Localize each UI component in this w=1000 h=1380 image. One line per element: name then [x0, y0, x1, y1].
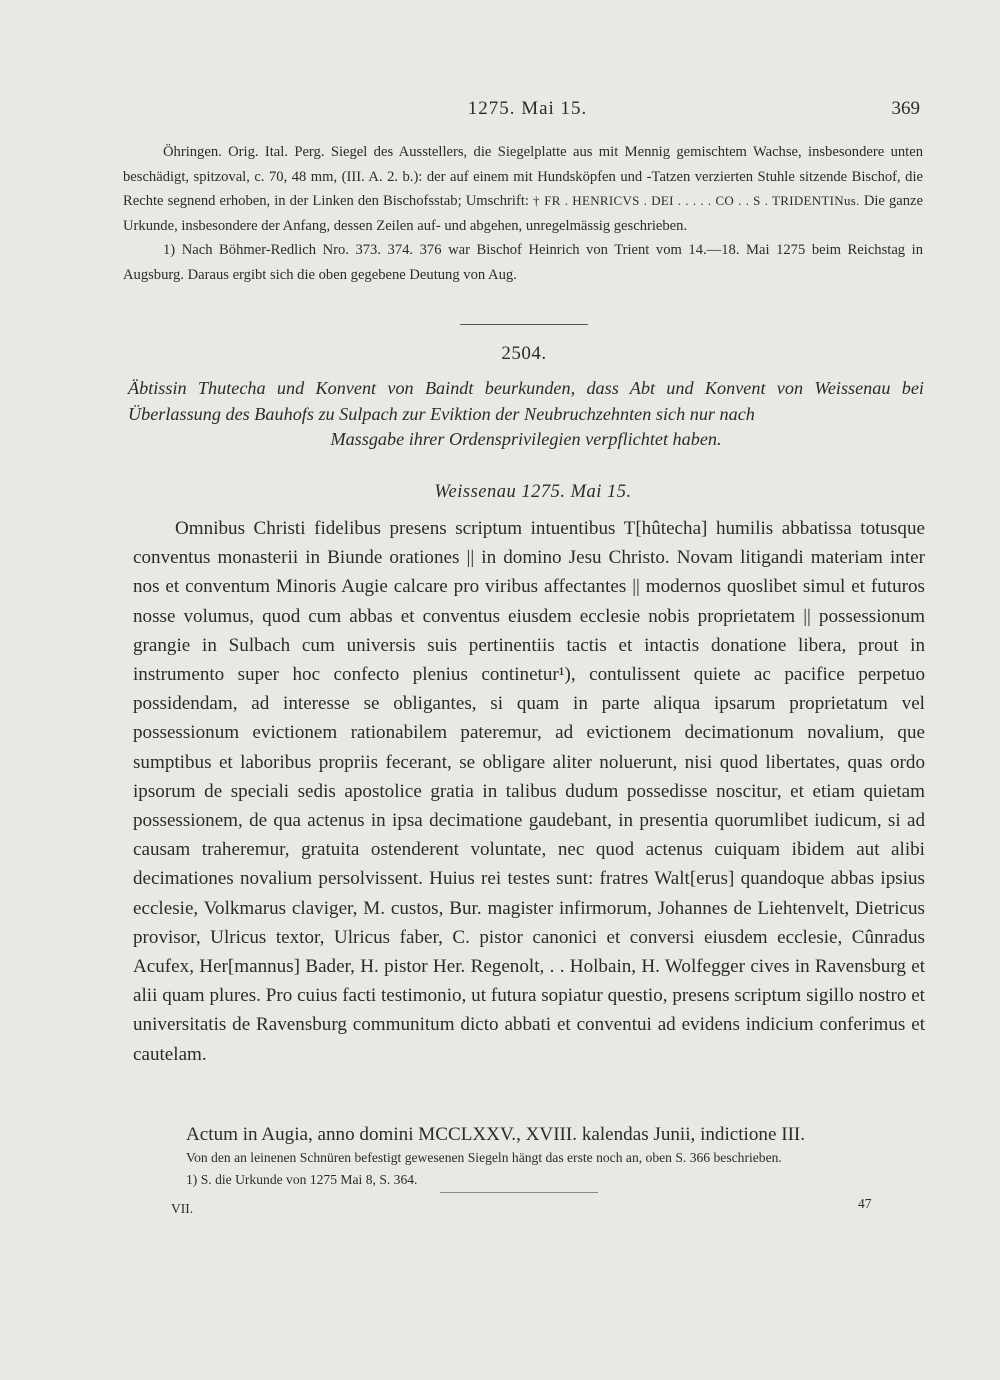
- actum-line: Actum in Augia, anno domini MCCLXXV., XVIII. kalendas Junii, indictione III.: [186, 1124, 806, 1145]
- page-header: [135, 98, 920, 126]
- seal-description: [123, 140, 923, 238]
- regest-last-line: Massgabe ihrer Ordensprivilegien verpflichtet haben.: [330, 429, 722, 449]
- regest-text: Äbtissin Thutecha und Konvent von Baindt beurkunden, dass Abt und Konvent von Weissenau bei Überlassung des Bauhofs zu Sulpach zur Eviktion der Neubruchzehnten sich nur nach: [128, 378, 924, 424]
- place-date: Weissenau 1275. Mai 15.: [434, 482, 632, 502]
- signature-mark: VII.: [171, 1201, 194, 1216]
- footnote: 1) S. die Urkunde von 1275 Mai 8, S. 364.: [186, 1172, 418, 1187]
- seal-legend: † FR . HENRICVS . DEI . . . . . CO . . S . TRIDENTINus.: [533, 193, 860, 209]
- previous-document-notes: [123, 140, 923, 288]
- sheet-number: 47: [858, 1196, 872, 1211]
- running-title: 1275. Mai 15.: [467, 98, 588, 119]
- charter-text: [133, 514, 925, 1069]
- charter-body: Omnibus Christi fidelibus presens scriptum intuentibus T[hûtecha] humilis abbatissa totusque conventus monasterii in Biunde orationes || in domino Jesu Christo. Novam litigandi materiam inter nos et conventum Minoris Augie calcare pro viribus affectantes || modernos quoslibet simul et futuros nosse volumus, quod cum abbas et conventus eiusdem ecclesie nobis proprietatem || possessionum grangie in Sulbach cum universis suis pertinentiis tactis et intactis donatione libera, prout in instrumento super hoc confecto plenius continetur¹), contulissent quiete ac pacifice perpetuo possidendam, ad interesse se obligantes, si quam in parte aliqua ipsarum proprietatum vel possessionum evictionem rationabilem pateremur, ad evictionem decimationum novalium, que sumptibus et laboribus propriis fecerant, se obligare aliter noluerunt, nisi quod libertates, quas ordo ipsorum de speciali sedis apostolice gratia in talibus dudum possedisse noscitur, et etiam quietam possessionem, de qua actenus in ipsa decimatione gaudebant, in presentia quorumlibet iudicum, si ad causam traheremur, gratuita ostenderent voluntate, nec quod actenus cuiquam ibidem aut alibi decimationes novalium persolvissent. Huius rei testes sunt: fratres Walt[erus] quandoque abbas ipsius ecclesie, Volkmarus claviger, M. custos, Bur. magister infirmorum, Johannes de Liehtenvelt, Dietricus provisor, Ulricus textor, Ulricus faber, C. pistor canonici et conversi eiusdem ecclesie, Cûnradus Acufex, Her[mannus] Bader, H. pistor Her. Regenolt, . . Holbain, H. Wolfegger cives in Ravensburg et alii quam plures. Pro cuius facti testimonio, ut futura sopiatur questio, presens scriptum sigillo nostro et universitatis de Ravensburg communitum dicto abbati et conventui ad evidens indicium conferimus et cautelam.: [133, 518, 925, 1065]
- page-number: 369: [891, 98, 920, 119]
- section-separator: [460, 324, 588, 325]
- document-number: 2504.: [501, 343, 547, 364]
- seal-description-text: Öhringen. Orig. Ital. Perg. Siegel des Ausstellers, die Siegelplatte aus mit Mennig gemischtem Wachse, insbesondere unten beschädigt, spitzoval, c. 70, 48 mm, (III. A. 2. b.): der auf einem mit Hundsköpfen und -Tatzen verzierten Stuhle sitzende Bischof, die Rechte segnend erhoben, in der Linken den Bischofsstab; Umschrift:: [123, 144, 923, 210]
- seal-note: Von den an leinenen Schnüren befestigt gewesenen Siegeln hängt das erste noch an, oben S. 366 beschrieben.: [186, 1150, 782, 1165]
- seal-description-text-2: Die ganze Urkunde, insbesondere der Anfang, dessen Zeilen auf- und abgehen, unregelmässig geschrieben.: [123, 193, 923, 234]
- previous-footnote: 1) Nach Böhmer-Redlich Nro. 373. 374. 376 war Bischof Heinrich von Trient vom 14.—18. Mai 1275 beim Reichstag in Augsburg. Daraus ergibt sich die oben gegebene Deutung von Aug.: [123, 242, 923, 283]
- footnote-rule: [440, 1192, 598, 1193]
- regest: [128, 376, 924, 453]
